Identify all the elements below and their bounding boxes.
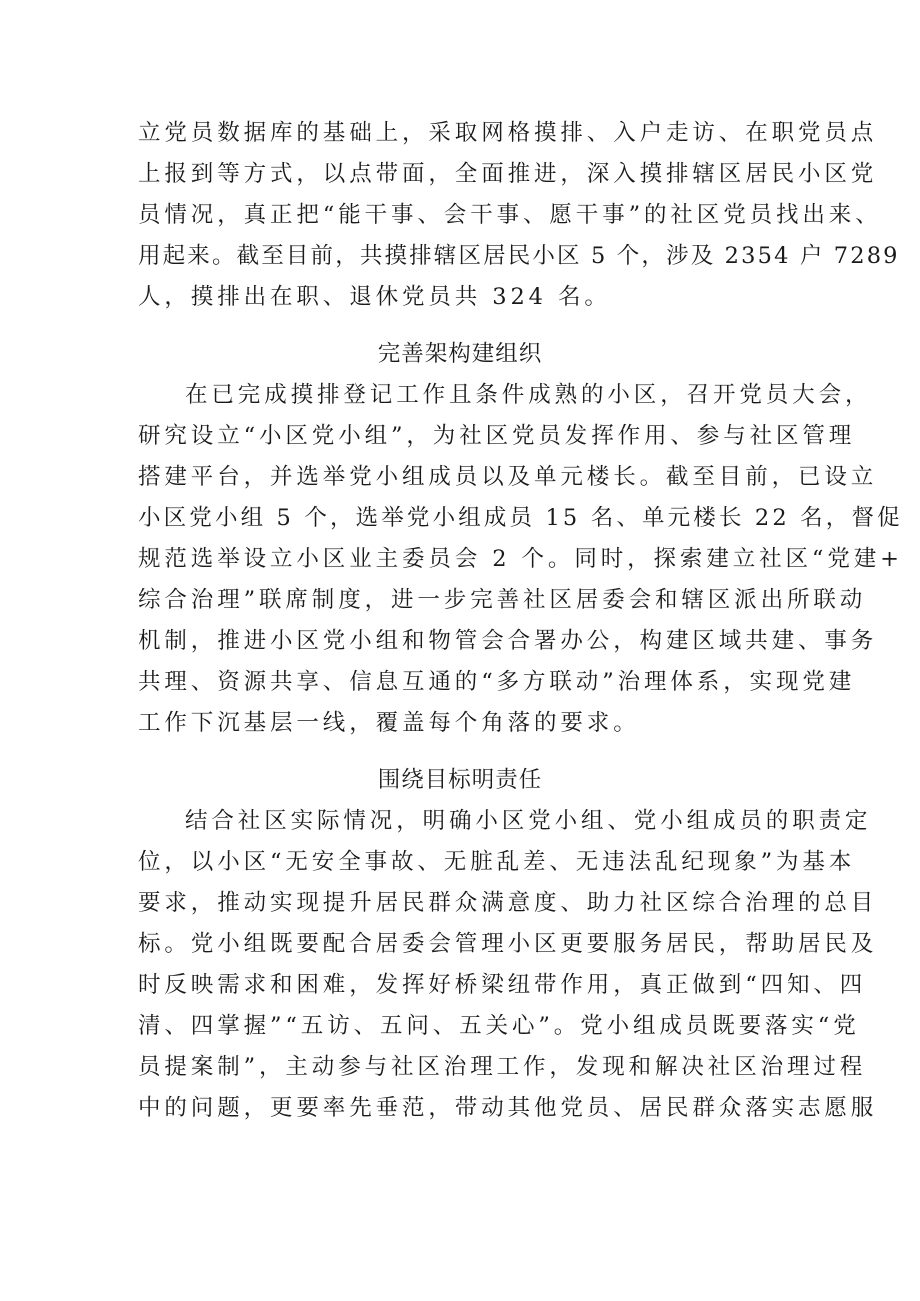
- paragraph-line: 工作下沉基层一线，覆盖每个角落的要求。: [138, 710, 640, 736]
- paragraph-line: 共理、资源共享、信息互通的“多方联动”治理体系，实现党建: [138, 669, 856, 695]
- paragraph-line: 搭建平台，并选举党小组成员以及单元楼长。截至目前，已设立: [138, 464, 878, 490]
- section-heading-goals: 围绕目标明责任: [377, 767, 543, 793]
- paragraph-line: 机制，推进小区党小组和物管会合署办公，构建区域共建、事务: [138, 628, 878, 654]
- paragraph-line: 员情况，真正把“能干事、会干事、愿干事”的社区党员找出来、: [138, 202, 882, 228]
- paragraph-line: 要求，推动实现提升居民群众满意度、助力社区综合治理的总目: [138, 890, 878, 916]
- paragraph-line: 中的问题，更要率先垂范，带动其他党员、居民群众落实志愿服: [138, 1095, 878, 1121]
- paragraph-line: 小区党小组 5 个，选举党小组成员 15 名、单元楼长 22 名，督促: [138, 505, 903, 531]
- paragraph-line: 研究设立“小区党小组”，为社区党员发挥作用、参与社区管理: [138, 423, 856, 449]
- paragraph-line: 在已完成摸排登记工作且条件成熟的小区，召开党员大会，: [185, 382, 872, 408]
- paragraph-line: 结合社区实际情况，明确小区党小组、党小组成员的职责定: [185, 808, 872, 834]
- paragraph-line: 规范选举设立小区业主委员会 2 个。同时，探索建立社区“党建+: [138, 546, 903, 572]
- paragraph-line: 用起来。截至目前，共摸排辖区居民小区 5 个，涉及 2354 户 7289: [138, 243, 900, 269]
- paragraph-line: 标。党小组既要配合居委会管理小区更要服务居民，帮助居民及: [138, 931, 878, 957]
- paragraph-line: 综合治理”联席制度，进一步完善社区居委会和辖区派出所联动: [138, 587, 867, 613]
- paragraph-line: 上报到等方式，以点带面，全面推进，深入摸排辖区居民小区党: [138, 161, 878, 187]
- paragraph-line: 时反映需求和困难，发挥好桥梁纽带作用，真正做到“四知、四: [138, 972, 867, 998]
- paragraph-line: 立党员数据库的基础上，采取网格摸排、入户走访、在职党员点: [138, 120, 878, 146]
- paragraph-line: 员提案制”，主动参与社区治理工作，发现和解决社区治理过程: [138, 1054, 867, 1080]
- section-heading-structure: 完善架构建组织: [377, 341, 543, 367]
- paragraph-line: 清、四掌握”“五访、五问、五关心”。党小组成员既要落实“党: [138, 1013, 860, 1039]
- paragraph-line: 人，摸排出在职、退休党员共 324 名。: [138, 284, 611, 310]
- paragraph-line: 位，以小区“无安全事故、无脏乱差、无违法乱纪现象”为基本: [138, 849, 856, 875]
